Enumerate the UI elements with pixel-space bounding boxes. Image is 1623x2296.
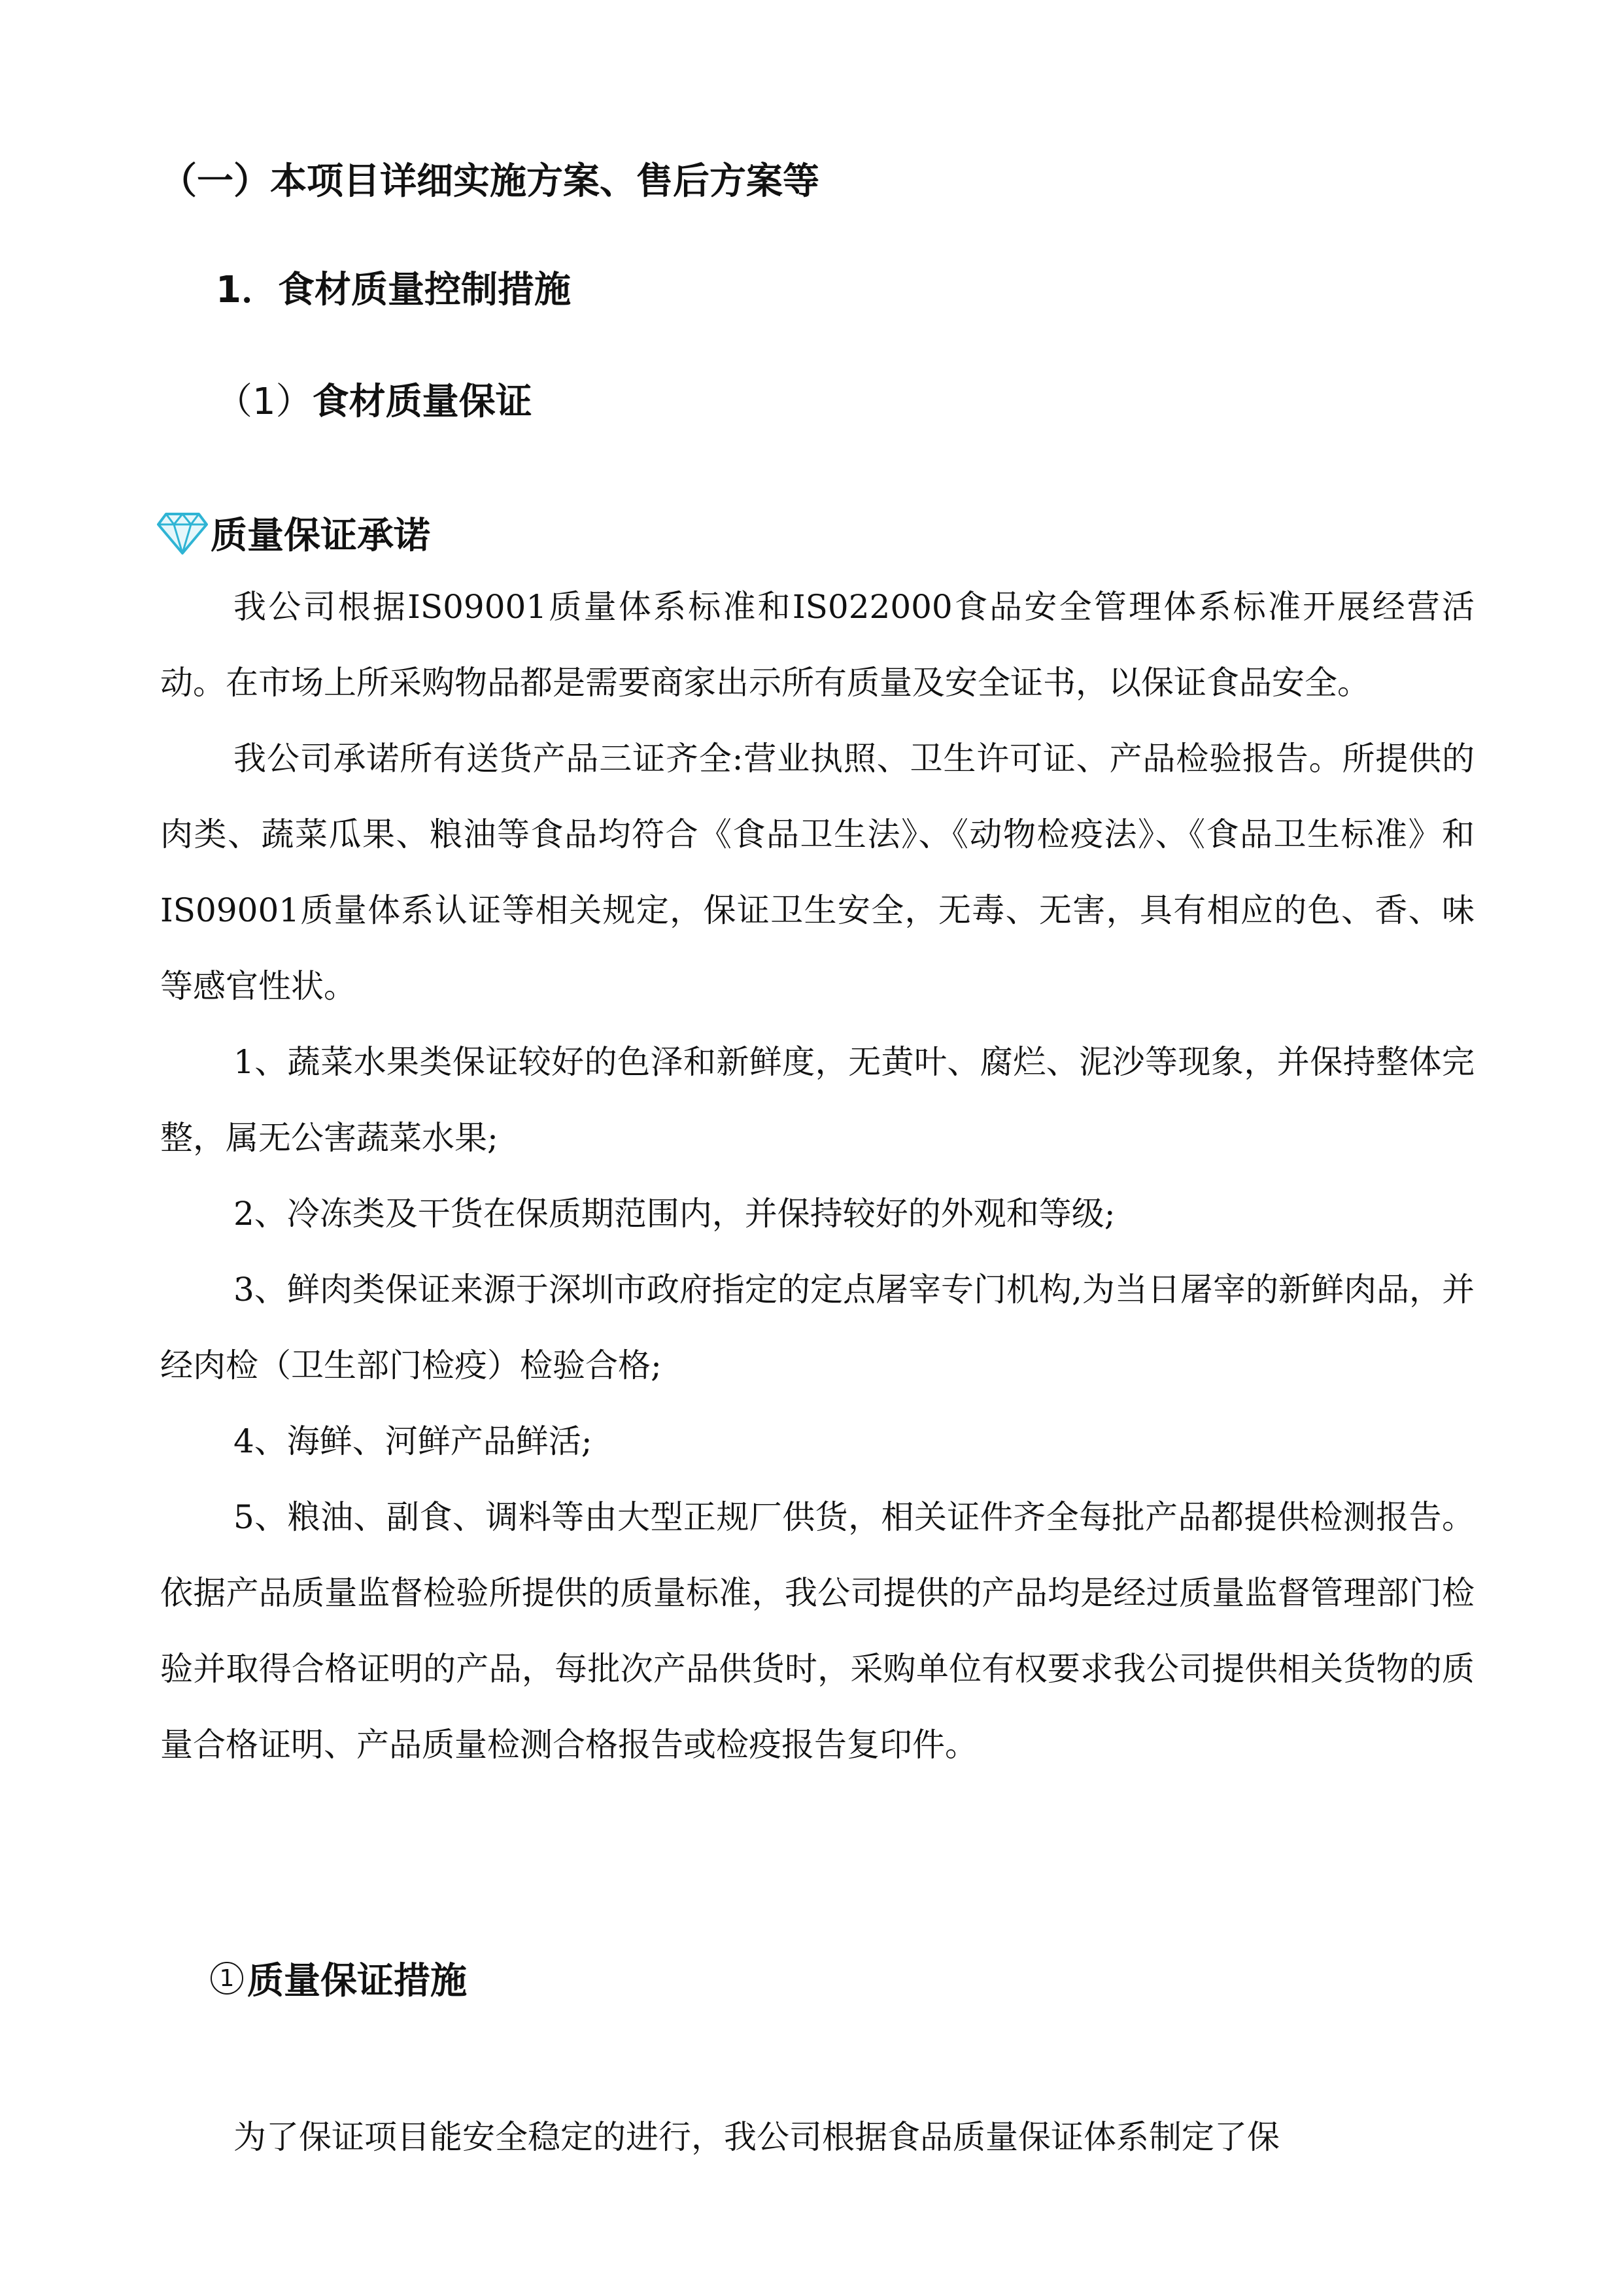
- list-item: 5、粮油、副食、调料等由大型正规厂供货，相关证件齐全每批产品都提供检测报告。依据产品质量监督检验所提供的质量标准，我公司提供的产品均是经过质量监督管理部门检验并取得合格证明的产品，每批次产品供货时，采购单位有权要求我公司提供相关货物的质量合格证明、产品质量检测合格报告或检疫报告复印件。: [160, 1498, 1475, 1764]
- paragraph: 我公司承诺所有送货产品三证齐全:营业执照、卫生许可证、产品检验报告。所提供的肉类、蔬菜瓜果、粮油等食品均符合《食品卫生法》、《动物检疫法》、《食品卫生标准》和IS09001质量体系认证等相关规定，保证卫生安全，无毒、无害，具有相应的色、香、味等感官性状。: [160, 740, 1475, 1005]
- subsubsection-number: （1）: [216, 381, 313, 423]
- measures-body: [160, 2099, 1475, 2175]
- list-item: 3、鲜肉类保证来源于深圳市政府指定的定点屠宰专门机构,为当日屠宰的新鲜肉品，并经肉检（卫生部门检疫）检验合格;: [160, 1271, 1475, 1384]
- list-item: 4、海鲜、河鲜产品鲜活;: [233, 1422, 592, 1460]
- subsection-title: 1．食材质量控制措施: [216, 269, 571, 311]
- paragraph: 为了保证项目能安全稳定的进行，我公司根据食品质量保证体系制定了保: [233, 2118, 1280, 2156]
- commitment-heading: [157, 504, 430, 562]
- measures-heading-label: 质量保证措施: [247, 1960, 467, 2002]
- section-title: （一）本项目详细实施方案、售后方案等: [160, 160, 819, 203]
- subsubsection-label: 食材质量保证: [312, 381, 532, 423]
- measures-heading: [211, 1949, 467, 2008]
- commitment-heading-label: 质量保证承诺: [211, 515, 430, 557]
- commitment-body: [160, 569, 1475, 1783]
- paragraph: 我公司根据IS09001质量体系标准和IS022000食品安全管理体系标准开展经营活动。在市场上所采购物品都是需要商家出示所有质量及安全证书，以保证食品安全。: [160, 588, 1475, 702]
- diamond-icon: [157, 510, 208, 556]
- list-item: 2、冷冻类及干货在保质期范围内，并保持较好的外观和等级;: [233, 1195, 1116, 1233]
- list-item: 1、蔬菜水果类保证较好的色泽和新鲜度，无黄叶、腐烂、泥沙等现象，并保持整体完整，属无公害蔬菜水果;: [160, 1043, 1475, 1157]
- circled-number: 1: [211, 1962, 243, 1995]
- subsubsection-title: [216, 376, 532, 428]
